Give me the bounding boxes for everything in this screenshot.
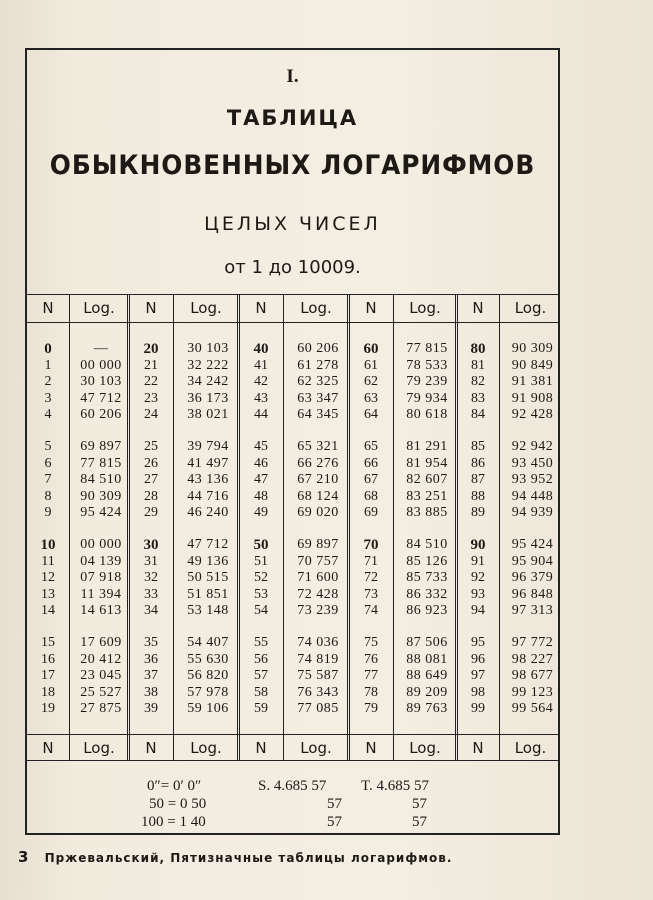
footer-row-3-s: 57	[327, 814, 342, 830]
n-cell: 83	[471, 390, 485, 406]
footer-row-3-t: 57	[412, 814, 427, 830]
n-cell: 74	[364, 603, 378, 618]
log-cell: 30 103	[80, 374, 122, 389]
log-cell: 81 291	[406, 439, 448, 454]
n-cell: 55	[254, 635, 268, 650]
n-cell: 81	[471, 357, 485, 373]
table-number: I.	[286, 66, 299, 87]
top-col-header-n: N	[365, 299, 377, 317]
n-cell: 92	[471, 570, 485, 585]
log-cell: 00 000	[80, 537, 122, 552]
n-cell: 78	[364, 684, 378, 700]
log-cell: 95 424	[511, 537, 554, 552]
log-cell: 23 045	[80, 668, 122, 683]
log-cell: 85 126	[406, 553, 448, 569]
n-cell: 40	[253, 341, 269, 357]
n-cell: 27	[144, 472, 158, 487]
header-top-rule	[27, 294, 558, 295]
n-cell: 77	[364, 668, 378, 683]
log-cell: 93 450	[511, 455, 554, 471]
log-cell: 98 677	[511, 668, 554, 683]
n-cell: 17	[41, 668, 55, 683]
title-line-3: ЦЕЛЫХ ЧИСЕЛ	[204, 213, 381, 235]
n-cell: 68	[364, 488, 378, 504]
book-reference: Пржевальский, Пятизначные таблицы логарифмов.	[44, 851, 453, 865]
log-cell: 39 794	[187, 439, 229, 454]
n-cell: 21	[144, 357, 158, 373]
footer-row-2-left: 50 = 0 50	[149, 796, 207, 812]
n-cell: 41	[254, 357, 268, 373]
n-cell: 45	[254, 439, 268, 454]
n-cell: 2	[44, 374, 52, 389]
n-cell: 82	[471, 374, 485, 389]
log-cell: 85 733	[406, 570, 448, 585]
log-cell: 68 124	[297, 488, 339, 504]
log-cell: 69 020	[297, 505, 339, 520]
table-frame	[25, 48, 560, 835]
n-cell: 49	[254, 505, 268, 520]
log-cell: 60 206	[297, 341, 339, 356]
n-cell: 88	[471, 488, 485, 504]
n-cell: 8	[44, 488, 52, 504]
log-cell: 43 136	[187, 472, 229, 487]
footer-row-1-t: T. 4.685 57	[361, 778, 430, 794]
n-cell: 51	[254, 553, 268, 569]
log-cell: 79 239	[406, 374, 448, 389]
n-cell: 20	[143, 341, 159, 357]
n-cell: 5	[44, 439, 52, 454]
n-cell: 73	[364, 586, 378, 602]
log-cell: 90 849	[511, 357, 554, 373]
log-cell: 62 325	[297, 374, 339, 389]
log-cell: 69 897	[80, 439, 122, 454]
n-cell: 90	[470, 537, 486, 553]
log-cell: 99 123	[511, 684, 554, 700]
footer-header-top-rule	[27, 734, 558, 735]
log-cell: 86 923	[406, 603, 448, 618]
n-cell: 19	[41, 701, 55, 716]
n-cell: 54	[254, 603, 268, 618]
log-cell: 73 239	[297, 603, 339, 618]
log-cell: 99 564	[511, 701, 554, 716]
column-divider	[499, 294, 500, 760]
n-cell: 12	[41, 570, 55, 585]
bottom-col-header-log: Log.	[300, 739, 332, 757]
log-cell: —	[93, 341, 109, 356]
n-cell: 13	[41, 586, 55, 602]
log-cell: 84 510	[406, 537, 448, 552]
bottom-col-header-n: N	[255, 739, 267, 757]
n-cell: 93	[471, 586, 485, 602]
title-line-1: ТАБЛИЦА	[226, 106, 359, 130]
footer-row-2-s: 57	[327, 796, 342, 812]
top-col-header-log: Log.	[190, 299, 222, 317]
n-cell: 94	[471, 603, 485, 618]
log-cell: 78 533	[406, 357, 448, 373]
footer-row-1-left: 0″= 0′ 0″	[147, 778, 202, 794]
n-cell: 72	[364, 570, 378, 585]
n-cell: 89	[471, 505, 485, 520]
n-cell: 46	[254, 455, 268, 471]
log-cell: 81 954	[406, 455, 448, 471]
log-cell: 90 309	[80, 488, 122, 504]
top-col-header-log: Log.	[409, 299, 441, 317]
n-cell: 62	[364, 374, 378, 389]
top-col-header-n: N	[255, 299, 267, 317]
log-cell: 11 394	[80, 586, 122, 602]
n-cell: 7	[44, 472, 52, 487]
n-cell: 3	[44, 390, 52, 406]
n-cell: 37	[144, 668, 158, 683]
n-cell: 86	[471, 455, 485, 471]
n-cell: 38	[144, 684, 158, 700]
top-col-header-log: Log.	[83, 299, 115, 317]
log-cell: 97 772	[511, 635, 554, 650]
log-cell: 34 242	[187, 374, 229, 389]
n-cell: 59	[254, 701, 268, 716]
n-cell: 80	[470, 341, 486, 357]
log-cell: 54 407	[187, 635, 229, 650]
log-cell: 76 343	[297, 684, 339, 700]
log-cell: 51 851	[187, 586, 229, 602]
bottom-col-header-log: Log.	[83, 739, 115, 757]
n-cell: 29	[144, 505, 158, 520]
log-cell: 70 757	[297, 553, 339, 569]
log-cell: 55 630	[187, 651, 229, 667]
n-cell: 14	[41, 603, 55, 618]
n-cell: 75	[364, 635, 378, 650]
n-cell: 24	[144, 407, 158, 422]
log-cell: 77 815	[406, 341, 448, 356]
n-cell: 64	[364, 407, 378, 422]
log-cell: 04 139	[80, 553, 122, 569]
log-cell: 25 527	[80, 684, 122, 700]
n-cell: 91	[471, 553, 485, 569]
n-cell: 0	[44, 341, 52, 357]
page-number: 3	[18, 848, 30, 866]
log-cell: 41 497	[187, 455, 229, 471]
n-cell: 60	[363, 341, 379, 357]
bottom-col-header-n: N	[472, 739, 484, 757]
n-cell: 84	[471, 407, 485, 422]
log-cell: 87 506	[406, 635, 448, 650]
n-cell: 95	[471, 635, 485, 650]
n-cell: 31	[144, 553, 158, 569]
n-cell: 43	[254, 390, 268, 406]
n-cell: 53	[254, 586, 268, 602]
n-cell: 47	[254, 472, 268, 487]
column-divider	[393, 294, 394, 760]
bottom-col-header-log: Log.	[409, 739, 441, 757]
footer-header-bottom-rule	[27, 760, 558, 761]
log-cell: 72 428	[297, 586, 339, 602]
log-cell: 95 424	[80, 505, 122, 520]
n-cell: 39	[144, 701, 158, 716]
log-cell: 96 379	[511, 570, 554, 585]
log-cell: 63 347	[297, 390, 339, 406]
log-cell: 56 820	[187, 668, 229, 683]
n-cell: 15	[41, 635, 55, 650]
n-cell: 65	[364, 439, 378, 454]
range-subtitle: от 1 до 10009.	[224, 257, 361, 278]
log-cell: 95 904	[511, 553, 554, 569]
log-cell: 96 848	[511, 586, 554, 602]
log-cell: 88 649	[406, 668, 448, 683]
n-cell: 56	[254, 651, 268, 667]
n-cell: 99	[471, 701, 485, 716]
bottom-col-header-log: Log.	[190, 739, 222, 757]
log-cell: 27 875	[80, 701, 122, 716]
log-cell: 80 618	[406, 407, 448, 422]
n-cell: 79	[364, 701, 378, 716]
n-cell: 58	[254, 684, 268, 700]
n-cell: 66	[364, 455, 378, 471]
log-cell: 82 607	[406, 472, 448, 487]
n-cell: 16	[41, 651, 55, 667]
n-cell: 11	[41, 553, 55, 569]
n-cell: 28	[144, 488, 158, 504]
n-cell: 48	[254, 488, 268, 504]
n-cell: 87	[471, 472, 485, 487]
n-cell: 57	[254, 668, 268, 683]
log-cell: 71 600	[297, 570, 339, 585]
log-cell: 94 939	[511, 505, 554, 520]
log-cell: 30 103	[187, 341, 229, 356]
log-cell: 49 136	[187, 553, 229, 569]
n-cell: 96	[471, 651, 485, 667]
n-cell: 33	[144, 586, 158, 602]
n-cell: 34	[144, 603, 158, 618]
n-cell: 6	[44, 455, 52, 471]
log-cell: 67 210	[297, 472, 339, 487]
n-cell: 30	[143, 537, 159, 553]
log-cell: 97 313	[511, 603, 554, 618]
n-cell: 42	[254, 374, 268, 389]
log-cell: 14 613	[80, 603, 122, 618]
footer-row-1-s: S. 4.685 57	[258, 778, 327, 794]
log-cell: 93 952	[511, 472, 554, 487]
log-cell: 83 885	[406, 505, 448, 520]
n-cell: 52	[254, 570, 268, 585]
log-cell: 98 227	[511, 651, 554, 667]
title-line-2: ОБЫКНОВЕННЫХ ЛОГАРИФМОВ	[49, 150, 536, 181]
log-cell: 91 908	[511, 390, 554, 406]
log-cell: 65 321	[297, 439, 339, 454]
n-cell: 63	[364, 390, 378, 406]
log-cell: 61 278	[297, 357, 339, 373]
log-cell: 92 942	[511, 439, 554, 454]
column-divider	[173, 294, 174, 760]
n-cell: 61	[364, 357, 378, 373]
log-cell: 17 609	[80, 635, 122, 650]
log-cell: 07 918	[80, 570, 122, 585]
log-cell: 86 332	[406, 586, 448, 602]
column-divider	[283, 294, 284, 760]
log-cell: 44 716	[187, 488, 229, 504]
n-cell: 36	[144, 651, 158, 667]
bottom-col-header-log: Log.	[514, 739, 547, 757]
log-cell: 66 276	[297, 455, 339, 471]
log-cell: 74 819	[297, 651, 339, 667]
n-cell: 76	[364, 651, 378, 667]
log-cell: 90 309	[511, 341, 554, 356]
log-cell: 69 897	[297, 537, 339, 552]
bottom-col-header-n: N	[365, 739, 377, 757]
log-cell: 88 081	[406, 651, 448, 667]
top-col-header-log: Log.	[300, 299, 332, 317]
log-cell: 94 448	[511, 488, 554, 504]
log-cell: 20 412	[80, 651, 122, 667]
log-cell: 47 712	[80, 390, 122, 406]
log-cell: 77 085	[297, 701, 339, 716]
bottom-col-header-n: N	[145, 739, 157, 757]
n-cell: 70	[363, 537, 379, 553]
n-cell: 50	[253, 537, 269, 553]
n-cell: 1	[44, 357, 52, 373]
log-cell: 00 000	[80, 357, 122, 373]
log-cell: 79 934	[406, 390, 448, 406]
n-cell: 18	[41, 684, 55, 700]
column-divider	[69, 294, 70, 760]
log-cell: 50 515	[187, 570, 229, 585]
n-cell: 10	[40, 537, 56, 553]
n-cell: 67	[364, 472, 378, 487]
log-cell: 89 209	[406, 684, 448, 700]
log-cell: 59 106	[187, 701, 229, 716]
log-cell: 77 815	[80, 455, 122, 471]
log-cell: 83 251	[406, 488, 448, 504]
n-cell: 44	[254, 407, 268, 422]
n-cell: 85	[471, 439, 485, 454]
n-cell: 69	[364, 505, 378, 520]
top-col-header-n: N	[42, 299, 54, 317]
n-cell: 26	[144, 455, 158, 471]
log-cell: 60 206	[80, 407, 122, 422]
footer-row-2-t: 57	[412, 796, 427, 812]
top-col-header-n: N	[472, 299, 484, 317]
log-cell: 32 222	[187, 357, 229, 373]
log-cell: 91 381	[511, 374, 554, 389]
top-col-header-n: N	[145, 299, 157, 317]
n-cell: 98	[471, 684, 485, 700]
n-cell: 23	[144, 390, 158, 406]
n-cell: 4	[44, 407, 52, 422]
footer-row-3-left: 100 = 1 40	[141, 814, 206, 830]
n-cell: 71	[364, 553, 378, 569]
log-cell: 53 148	[187, 603, 229, 618]
n-cell: 97	[471, 668, 485, 683]
log-cell: 92 428	[511, 407, 554, 422]
log-cell: 46 240	[187, 505, 229, 520]
page-footer	[18, 848, 452, 866]
n-cell: 9	[44, 505, 52, 520]
log-cell: 36 173	[187, 390, 229, 406]
log-cell: 47 712	[187, 537, 229, 552]
header-bottom-rule	[27, 322, 558, 323]
log-cell: 89 763	[406, 701, 448, 716]
log-cell: 84 510	[80, 472, 122, 487]
log-cell: 57 978	[187, 684, 229, 700]
log-cell: 64 345	[297, 407, 339, 422]
n-cell: 32	[144, 570, 158, 585]
n-cell: 25	[144, 439, 158, 454]
log-cell: 74 036	[297, 635, 339, 650]
top-col-header-log: Log.	[514, 299, 547, 317]
n-cell: 22	[144, 374, 158, 389]
bottom-col-header-n: N	[42, 739, 54, 757]
log-cell: 75 587	[297, 668, 339, 683]
n-cell: 35	[144, 635, 158, 650]
log-cell: 38 021	[187, 407, 229, 422]
